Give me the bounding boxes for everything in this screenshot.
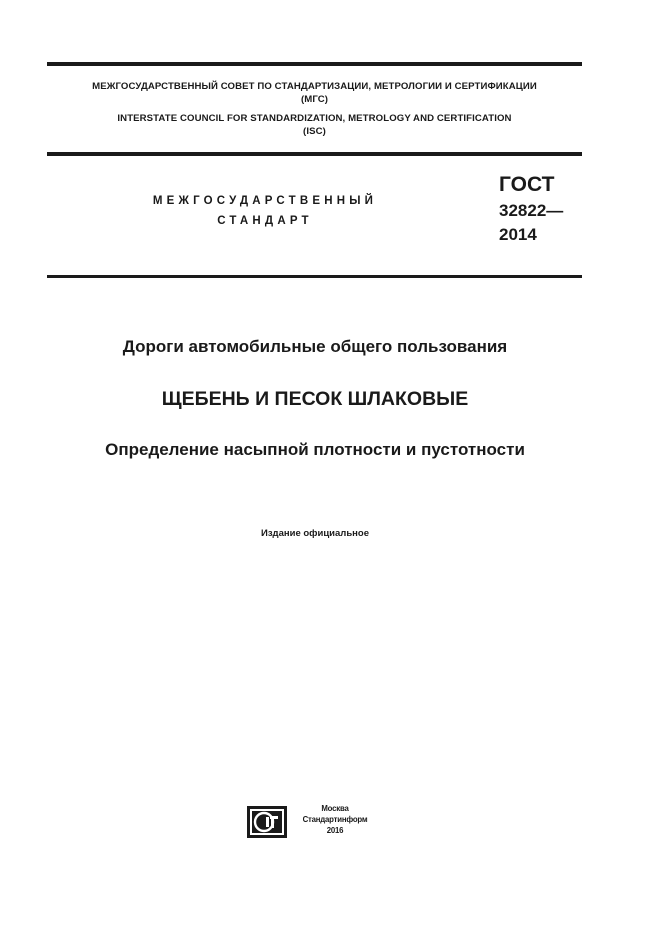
interstate-standard-label xyxy=(130,191,400,231)
title-main: ЩЕБЕНЬ И ПЕСОК ШЛАКОВЫЕ xyxy=(161,388,469,410)
council-name-ru xyxy=(47,80,582,106)
imprint-publisher: Стандартинформ xyxy=(302,815,368,824)
gost-label: ГОСТ xyxy=(499,173,555,196)
council-abbr-en: (ISC) xyxy=(303,126,326,137)
edition-label: Издание официальное xyxy=(261,528,369,539)
council-name-en-line1: INTERSTATE COUNCIL FOR STANDARDIZATION, METROLOGY AND CERTIFICATION xyxy=(117,113,512,124)
title-line1: Дороги автомобильные общего пользования xyxy=(122,337,508,356)
gost-year: 2014 xyxy=(499,225,537,244)
council-abbr-ru: (МГС) xyxy=(300,94,329,105)
middle-rule xyxy=(47,152,582,156)
standartinform-logo-icon xyxy=(247,806,287,838)
gost-designation xyxy=(499,171,563,247)
council-name-ru-line1: МЕЖГОСУДАРСТВЕННЫЙ СОВЕТ ПО СТАНДАРТИЗАЦИИ, МЕТРОЛОГИИ И СЕРТИФИКАЦИИ xyxy=(92,81,537,92)
imprint-year: 2016 xyxy=(326,826,344,835)
council-name-en xyxy=(47,112,582,138)
imprint-city: Москва xyxy=(321,804,349,813)
top-rule xyxy=(47,62,582,66)
interstate-line2: СТАНДАРТ xyxy=(217,215,313,227)
gost-number: 32822— xyxy=(499,201,564,220)
lower-rule xyxy=(47,275,582,278)
interstate-line1: МЕЖГОСУДАРСТВЕННЫЙ xyxy=(152,195,378,207)
title-subtitle: Определение насыпной плотности и пустотности xyxy=(105,440,525,459)
publisher-imprint xyxy=(290,803,380,836)
